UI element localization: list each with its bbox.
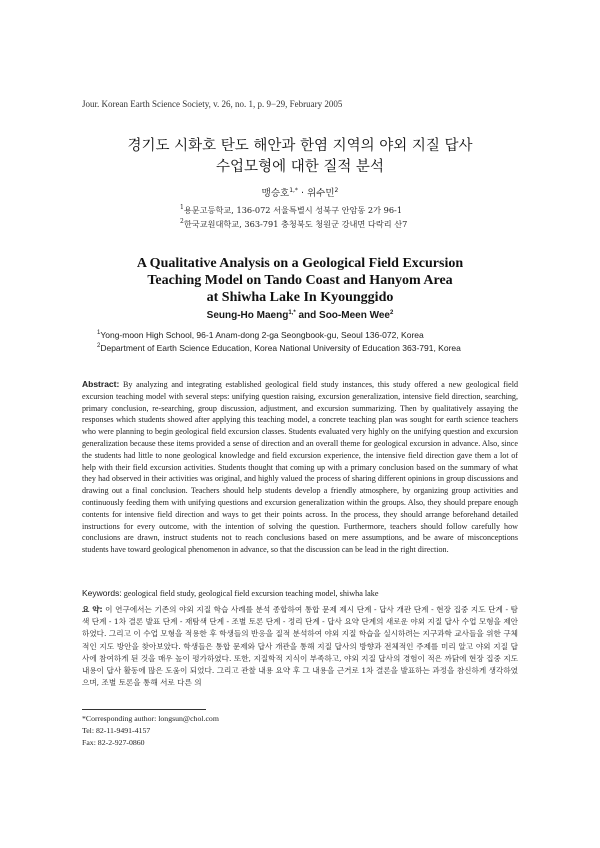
english-author-2-affil-mark: 2 — [389, 310, 394, 316]
korean-affiliation-1-mark: 1 — [180, 204, 184, 211]
korean-affiliation-2 — [180, 219, 480, 230]
korean-summary-text: 이 연구에서는 기존의 야외 지질 학습 사례를 분석 종합하여 통합 문제 제시 단계 - 답사 개관 단계 - 현장 집중 지도 단계 - 탐색 단계 - 1차 결론 발표 단계 - 재탐색 단계 - 조별 토론 단계 - 정리 단계 - 답사 요약 단계의 새로운 야외 지질 답사 수업 모형을 제안하였다. 그리고 이 수업 모형을 적용한 후 학생들의 반응을 질적 분석하여 야외 지질 학습을 실시하려는 지구과학 교사들을 위한 구체적인 지도 방안을 찾아보았다. 학생들은 통합 문제와 답사 개관을 통해 지질 답사의 방향과 전체적인 주제를 미리 알고 야외 지질 답사에 참여하게 된 것을 매우 높이 평가하였다. 또한, 지질학적 지식이 부족하고, 야외 지질 답사의 경험이 적은 까닭에 현장 집중 지도 내용이 답사 활동에 많은 도움이 되었다. 그리고 관찰 내용 요약 후 그 내용을 근거로 1차 결론을 발표하는 과정을 참신하게 생각하였으며, 조별 토론을 통해 서로 다른 의 — [82, 605, 518, 688]
korean-affiliation-1-text: 용문고등학교, 136-072 서울특별시 성북구 안암동 2가 96-1 — [183, 205, 403, 215]
korean-title-line-1: 경기도 시화호 탄도 해안과 한염 지역의 야외 지질 답사 — [127, 138, 473, 154]
keywords — [82, 588, 518, 598]
korean-author-2: 위수민 — [306, 188, 335, 199]
footnote-divider — [82, 709, 206, 710]
abstract — [82, 379, 518, 556]
korean-title-line-2: 수업모형에 대한 질적 분석 — [216, 159, 384, 175]
english-affiliation-2-mark: 2 — [97, 343, 101, 349]
english-author-1-affil-mark: 1,* — [288, 310, 296, 316]
korean-author-2-affil-mark: 2 — [334, 187, 339, 194]
corresponding-author: *Corresponding author: longsun@chol.com — [82, 714, 219, 723]
english-affiliation-1-text: Yong-moon High School, 96-1 Anam-dong 2-ga Seongbook-gu, Seoul 136-072, Korea — [100, 330, 424, 340]
keywords-text: geological field study, geological field excursion teaching model, shiwha lake — [121, 589, 379, 598]
author-separator: · — [297, 188, 307, 199]
english-title-line-2: Teaching Model on Tando Coast and Hanyom Area — [147, 273, 453, 288]
korean-authors — [60, 185, 540, 199]
korean-affiliation-1 — [180, 205, 480, 216]
abstract-text: By analyzing and integrating established geological field study instances, this study offered a new geological field excursion teaching model with several steps: unifying question raising, excursion generalization, intensive field direction, searching, primary conclusion, re-searching, group discussion, adjustment, and excursion summarizing. Then by qualitatively assaying the responses which students showed after applying this teaching model, a concrete teaching plan was sought for earth science teachers who were planning to begin geological field excursion classes. Students evaluated very highly on the unifying question and excursion generalization because these items provided a sense of direction and an overall theme for geological excursion in advance. Also, since the students had little to none geological knowledge and field excursion experience, the intensive field direction gave them a lot of help with their field excursion activities. Students thought that coming up with a primary conclusion based on the summary of what they had observed in their activities was original, and highly valued the process of sharing different opinions in group discussions and drawing out a final conclusion. Teachers should help students develop a friendly atmosphere, by organizing group activities and continuously feeding them with unifying questions and excursion generalization within the groups. Also, they should prepare enough contents for intensive field direction and ways to get their points across. In the process, they should arrange beforehand detailed instructions for every outcome, with the intention of solving the question. Furthermore, teachers should follow carefully how conclusions are drawn, instruct students not to reach conclusions based on mere assumptions, and be aware of misconceptions students have toward geological phenomenon in advance, so that the discussion can be lead in the right direction. — [82, 380, 518, 555]
english-author-1: Seung-Ho Maeng — [206, 310, 289, 321]
english-title-line-1: A Qualitative Analysis on a Geological Field Excursion — [136, 256, 464, 271]
keywords-label: Keywords: — [82, 588, 122, 598]
english-affiliation-2-text: Department of Earth Science Education, Korea National University of Education 363-791, Korea — [100, 343, 461, 353]
author-conjunction: and — [295, 310, 320, 321]
korean-author-1: 맹승호 — [261, 188, 290, 199]
korean-summary-label: 요 약: — [82, 605, 103, 614]
english-affiliation-1 — [97, 330, 517, 340]
korean-affiliation-2-text: 한국교원대학교, 363-791 충청북도 청원군 강내면 다락리 산7 — [183, 219, 408, 229]
telephone: Tel: 82-11-9491-4157 — [82, 726, 151, 735]
english-title — [60, 255, 540, 306]
english-affiliation-1-mark: 1 — [97, 330, 101, 336]
korean-author-1-affil-mark: 1,* — [289, 187, 298, 194]
korean-summary — [82, 604, 518, 689]
korean-title — [60, 136, 540, 178]
english-authors — [60, 310, 540, 321]
fax: Fax: 82-2-927-0860 — [82, 738, 145, 747]
korean-affiliation-2-mark: 2 — [180, 218, 184, 225]
english-author-2: Soo-Meen Wee — [319, 310, 390, 321]
journal-citation: Jour. Korean Earth Science Society, v. 26, no. 1, p. 9−29, February 2005 — [82, 99, 343, 109]
english-affiliation-2 — [97, 343, 517, 353]
english-title-line-3: at Shiwha Lake In Kyounggido — [206, 290, 394, 305]
abstract-label: Abstract: — [82, 379, 120, 389]
